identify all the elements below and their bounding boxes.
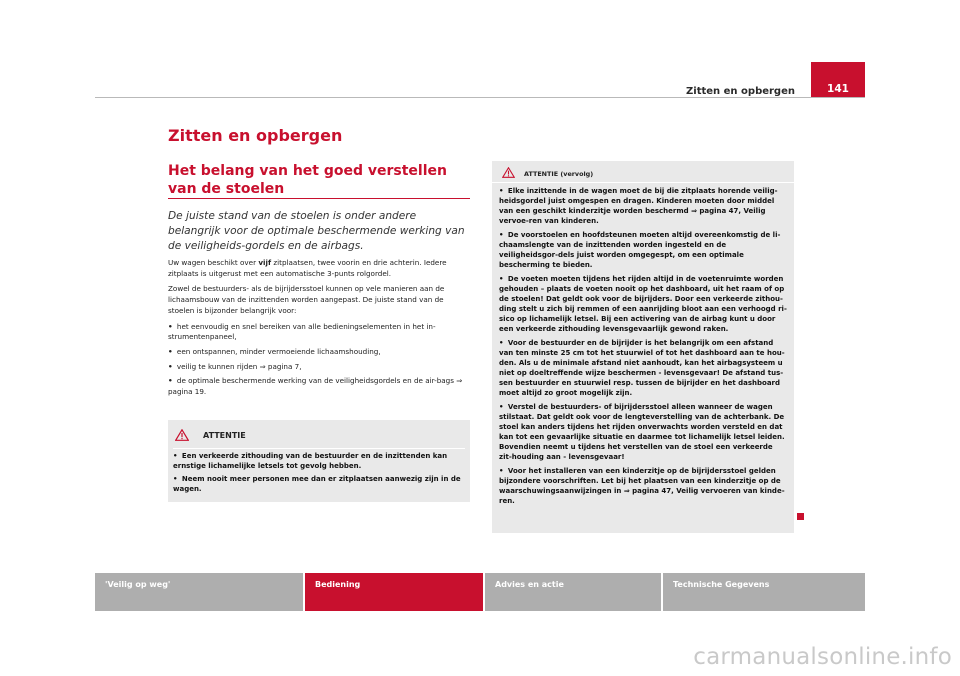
warning-item: • Neem nooit meer personen mee dan er zitplaatsen aanwezig zijn in de wagen. xyxy=(173,475,461,493)
bullet-item: • het eenvoudig en snel bereiken van alle bedieningselementen in het in-strumentenpaneel, xyxy=(168,321,436,342)
section-title: Het belang van het goed verstellen van de stoelen xyxy=(168,163,447,197)
footer-tab-veilig-op-weg[interactable]: 'Veilig op weg' xyxy=(95,573,303,611)
bullet-dot-icon: • xyxy=(173,475,178,483)
body-paragraph: Zowel de bestuurders- als de bijrijdersstoel kunnen op vele manieren aan de lichaamsbouw van de inzittenden worden aangepast. De juiste stand van de stoelen is bijzonder belangrijk voor: xyxy=(168,284,445,315)
warning-item: • Voor het installeren van een kinderzitje op de bijrijdersstoel gelden bijzondere voorschriften. Let bij het plaatsen van een kinderzitje op de waarschuwingsaanwijzingen in ⇒ pagina 47, Veilig vervoeren van kinde-ren. xyxy=(499,466,785,506)
bullet-item: • de optimale beschermende werking van de veiligheidsgordels en de air-bags ⇒ pagina 19. xyxy=(168,376,463,397)
lead-paragraph: De juiste stand van de stoelen is onder andere belangrijk voor de optimale beschermende werking van de veiligheids-gordels en de airbags. xyxy=(168,210,465,252)
footer-tab-technische-gegevens[interactable]: Technische Gegevens xyxy=(663,573,865,611)
highlight-word: vijf xyxy=(258,258,272,267)
footer-tab-advies-en-actie[interactable]: Advies en actie xyxy=(485,573,661,611)
warning-item: • De voorstoelen en hoofdsteunen moeten altijd overeenkomstig de li-chaamslengte van de inzittenden worden ingesteld en de veiligheidsgor-dels juist worden omgegespt, om een optimale bescherming te bieden. xyxy=(499,230,781,270)
warning-item: • Een verkeerde zithouding van de bestuurder en de inzittenden kan ernstige lichamelijke letsels tot gevolg hebben. xyxy=(173,452,448,470)
bullet-dot-icon: • xyxy=(499,274,504,283)
warning-box xyxy=(168,420,470,502)
bullet-dot-icon: • xyxy=(499,402,504,411)
bullet-dot-icon: • xyxy=(168,376,173,386)
watermark: carmanualsonline.info xyxy=(693,644,952,670)
bullet-dot-icon: • xyxy=(168,321,173,331)
warning-divider xyxy=(173,448,465,449)
running-header: Zitten en opbergen xyxy=(686,86,795,97)
left-column xyxy=(168,209,470,402)
section-rule xyxy=(168,198,470,199)
warning-divider xyxy=(492,182,794,183)
warning-triangle-icon xyxy=(175,429,189,441)
warning-label: ATTENTIE xyxy=(203,431,246,440)
bullet-dot-icon: • xyxy=(168,346,173,356)
intro-paragraph: Uw wagen beschikt over vijf zitplaatsen, twee voorin en drie achterin. Iedere zitplaats is uitgerust met een automatische 3-punts rolgordel. xyxy=(168,258,447,278)
footer-tab-bediening[interactable]: Bediening xyxy=(305,573,483,611)
warning-item: • De voeten moeten tijdens het rijden altijd in de voetenruimte worden gehouden – plaats de voeten nooit op het dashboard, uit het raam of op de stoelen! Dat geldt ook voor de bijrijders. Door een verkeerde zithou-ding stelt u zich bij remmen of een aanrijding bloot aan een verhoogd ri-sico op lichamelijk letsel. Bij een activering van de airbag kunt u door een verkeerde zithouding levensgevaarlijk gewond raken. xyxy=(499,274,787,334)
warning-header xyxy=(173,430,465,446)
bullet-dot-icon: • xyxy=(499,230,504,239)
chapter-title: Zitten en opbergen xyxy=(168,126,343,145)
warning-continued-header xyxy=(499,167,787,181)
bullet-dot-icon: • xyxy=(173,452,178,460)
warning-item: • Verstel de bestuurders- of bijrijdersstoel alleen wanneer de wagen stilstaat. Dat geldt ook voor de lengteverstelling van de achterbank. De stoel kan anders tijdens het rijden onverwachts worden versteld en dat kan tot een gevaarlijke situatie en daarmee tot lichamelijk letsel leiden. Bovendien neemt u tijdens het verstellen van de stoel een verkeerde zit-houding aan - levensgevaar! xyxy=(499,402,785,462)
warning-item: • Voor de bestuurder en de bijrijder is het belangrijk om een afstand van ten minste 25 cm tot het stuurwiel of tot het dashboard aan te hou-den. Als u de minimale afstand niet aanhoudt, kan het airbagsysteem u niet op doeltreffende wijze beschermen - levensgevaar! De afstand tus-sen bestuurder en stuurwiel resp. tussen de bijrijder en het dashboard moet altijd zo groot mogelijk zijn. xyxy=(499,338,785,398)
header-rule xyxy=(95,97,865,98)
warning-continued-label: ATTENTIE (vervolg) xyxy=(524,170,594,178)
footer-nav xyxy=(95,573,865,611)
page-number-tab xyxy=(811,62,865,98)
warning-item: • Elke inzittende in de wagen moet de bij die zitplaats horende veilig-heidsgordel juist omgespen en dragen. Kinderen moeten door middel van een geschikt kinderzitje worden beschermd ⇒ pagina 47, Veilig vervoe-ren van kinderen. xyxy=(499,187,778,226)
warning-continued-box xyxy=(492,161,794,533)
bullet-dot-icon: • xyxy=(499,466,504,475)
page-number: 141 xyxy=(827,83,849,95)
bullet-item: • een ontspannen, minder vermoeiende lichaamshouding, xyxy=(168,346,381,356)
bullet-item: • veilig te kunnen rijden ⇒ pagina 7, xyxy=(168,361,302,371)
bullet-dot-icon: • xyxy=(499,338,504,347)
warning-triangle-icon xyxy=(502,167,515,178)
bullet-dot-icon: • xyxy=(499,187,504,195)
section-end-marker xyxy=(797,513,804,520)
bullet-dot-icon: • xyxy=(168,361,173,371)
